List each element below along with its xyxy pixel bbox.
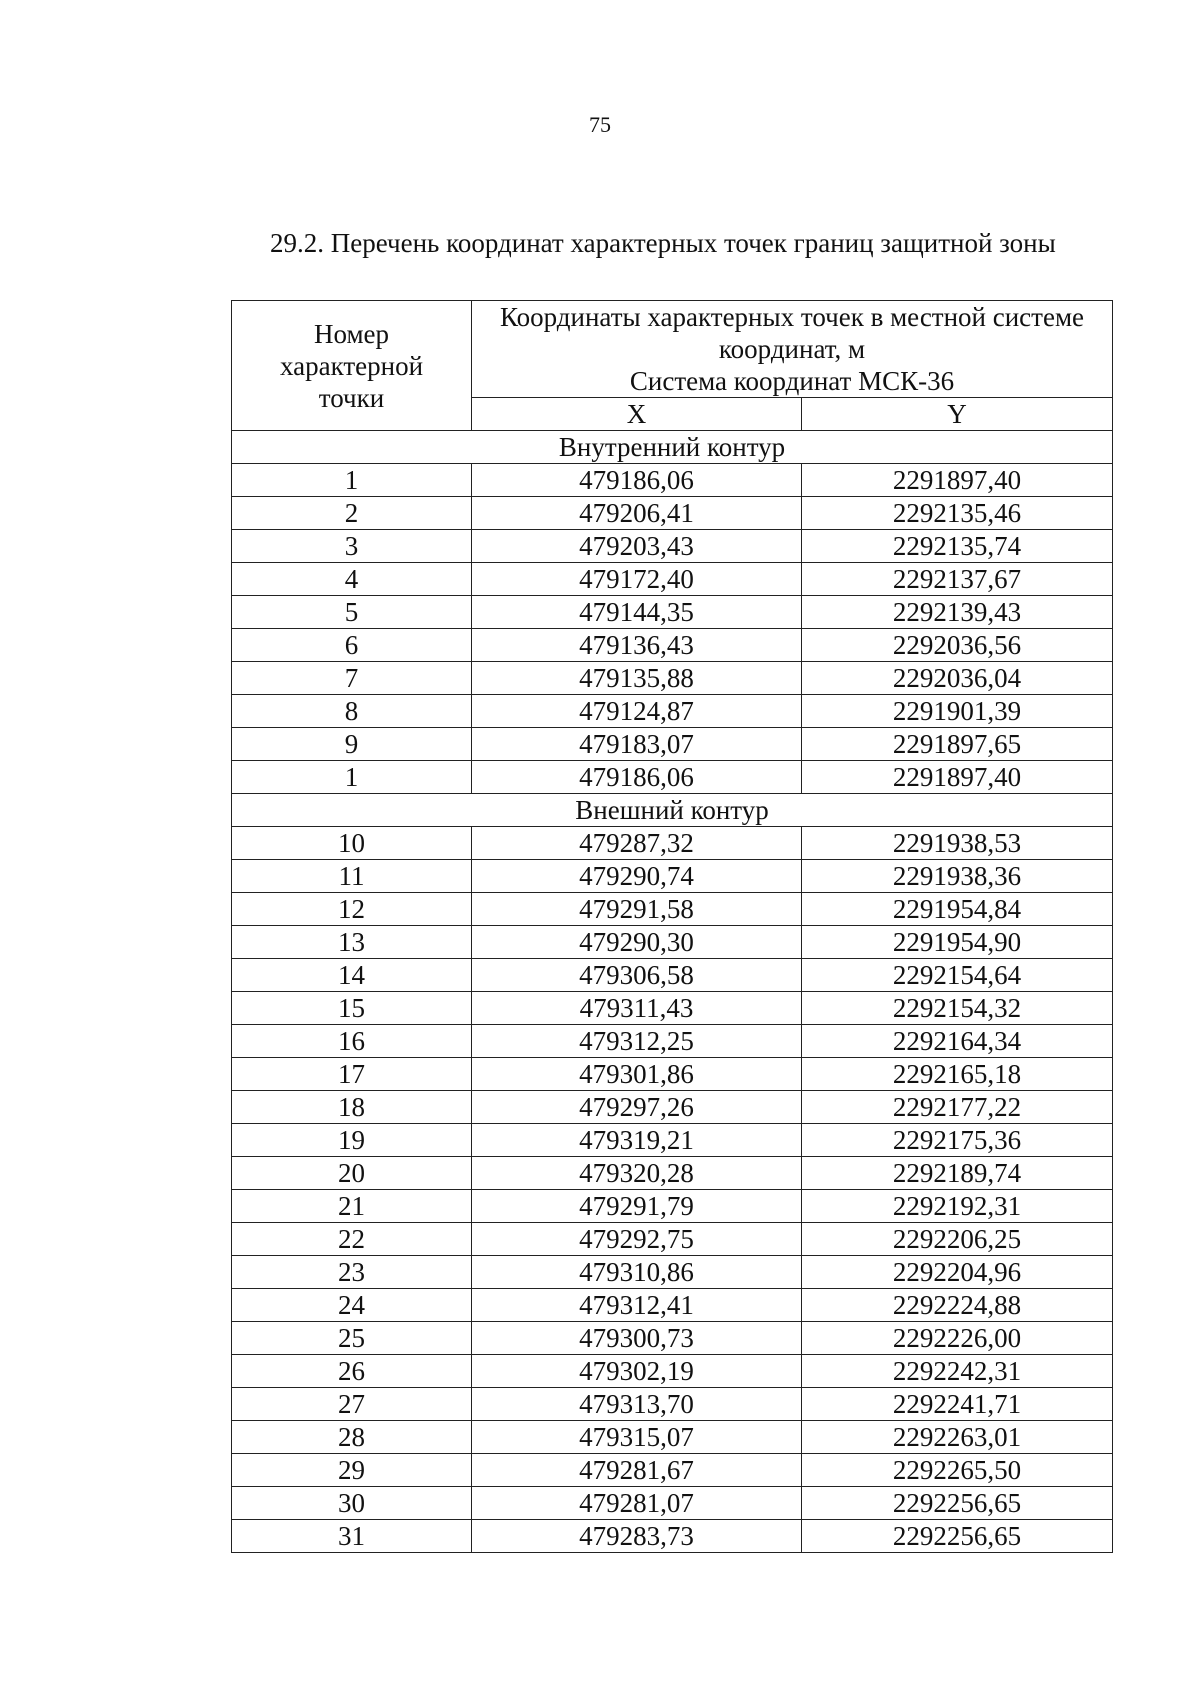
x-coordinate-cell: 479312,25 xyxy=(472,1025,802,1058)
table-row xyxy=(232,1124,1113,1157)
table-row xyxy=(232,497,1113,530)
x-coordinate-cell: 479290,74 xyxy=(472,860,802,893)
x-coordinate-cell: 479311,43 xyxy=(472,992,802,1025)
coordinates-header xyxy=(472,301,1113,398)
point-number-cell: 28 xyxy=(232,1421,472,1454)
point-number-cell: 2 xyxy=(232,497,472,530)
point-number-cell: 1 xyxy=(232,464,472,497)
point-number-cell: 9 xyxy=(232,728,472,761)
y-coordinate-cell: 2292175,36 xyxy=(802,1124,1113,1157)
point-number-cell: 27 xyxy=(232,1388,472,1421)
table-row xyxy=(232,596,1113,629)
x-coordinate-cell: 479300,73 xyxy=(472,1322,802,1355)
point-number-cell: 30 xyxy=(232,1487,472,1520)
table-row xyxy=(232,959,1113,992)
y-coordinate-cell: 2292265,50 xyxy=(802,1454,1113,1487)
point-number-cell: 7 xyxy=(232,662,472,695)
document-title: 29.2. Перечень координат характерных точек границ защитной зоны xyxy=(270,228,1056,258)
y-coordinate-cell: 2292139,43 xyxy=(802,596,1113,629)
table-row xyxy=(232,860,1113,893)
x-coordinate-cell: 479291,79 xyxy=(472,1190,802,1223)
y-coordinate-cell: 2292177,22 xyxy=(802,1091,1113,1124)
x-coordinate-cell: 479283,73 xyxy=(472,1520,802,1553)
x-coordinate-cell: 479315,07 xyxy=(472,1421,802,1454)
point-number-cell: 31 xyxy=(232,1520,472,1553)
table-row xyxy=(232,563,1113,596)
y-coordinate-cell: 2291954,84 xyxy=(802,893,1113,926)
y-coordinate-cell: 2292206,25 xyxy=(802,1223,1113,1256)
table-row xyxy=(232,695,1113,728)
x-coordinate-cell: 479135,88 xyxy=(472,662,802,695)
table-row xyxy=(232,1322,1113,1355)
x-coordinate-cell: 479301,86 xyxy=(472,1058,802,1091)
x-coordinate-cell: 479186,06 xyxy=(472,464,802,497)
coordinates-table xyxy=(231,300,1113,1553)
y-coordinate-cell: 2292135,46 xyxy=(802,497,1113,530)
y-coordinate-cell: 2292241,71 xyxy=(802,1388,1113,1421)
x-coordinate-cell: 479302,19 xyxy=(472,1355,802,1388)
y-coordinate-cell: 2292242,31 xyxy=(802,1355,1113,1388)
x-coordinate-cell: 479203,43 xyxy=(472,530,802,563)
y-coordinate-cell: 2292154,64 xyxy=(802,959,1113,992)
table-row xyxy=(232,530,1113,563)
y-coordinate-cell: 2291901,39 xyxy=(802,695,1113,728)
point-number-cell: 16 xyxy=(232,1025,472,1058)
table-header xyxy=(232,301,1113,431)
x-coordinate-cell: 479287,32 xyxy=(472,827,802,860)
y-coordinate-cell: 2291938,36 xyxy=(802,860,1113,893)
y-coordinate-cell: 2291897,65 xyxy=(802,728,1113,761)
y-coordinate-cell: 2292204,96 xyxy=(802,1256,1113,1289)
point-number-header-line: Номер xyxy=(313,318,390,349)
y-coordinate-cell: 2291954,90 xyxy=(802,926,1113,959)
x-coordinate-cell: 479172,40 xyxy=(472,563,802,596)
table-row xyxy=(232,992,1113,1025)
coordinates-header-line: Система координат МСК-36 xyxy=(629,366,955,396)
x-coordinate-cell: 479306,58 xyxy=(472,959,802,992)
x-coordinate-cell: 479292,75 xyxy=(472,1223,802,1256)
x-column-header: X xyxy=(472,398,802,431)
point-number-cell: 13 xyxy=(232,926,472,959)
point-number-header xyxy=(232,301,472,431)
table-body xyxy=(232,431,1113,1553)
y-column-header: Y xyxy=(802,398,1113,431)
point-number-cell: 5 xyxy=(232,596,472,629)
table-row xyxy=(232,728,1113,761)
table-row xyxy=(232,893,1113,926)
table-row xyxy=(232,1058,1113,1091)
y-coordinate-cell: 2292192,31 xyxy=(802,1190,1113,1223)
section-title: Внешний контур xyxy=(232,794,1113,827)
coordinates-header-line: Координаты характерных точек в местной системе xyxy=(499,302,1085,332)
table-row xyxy=(232,1289,1113,1322)
point-number-cell: 10 xyxy=(232,827,472,860)
table-row xyxy=(232,1025,1113,1058)
table-row xyxy=(232,662,1113,695)
point-number-cell: 8 xyxy=(232,695,472,728)
point-number-cell: 3 xyxy=(232,530,472,563)
point-number-cell: 1 xyxy=(232,761,472,794)
x-coordinate-cell: 479186,06 xyxy=(472,761,802,794)
table-row xyxy=(232,1091,1113,1124)
table-row xyxy=(232,1190,1113,1223)
y-coordinate-cell: 2292154,32 xyxy=(802,992,1113,1025)
page-number: 75 xyxy=(589,112,611,137)
point-number-cell: 12 xyxy=(232,893,472,926)
x-coordinate-cell: 479319,21 xyxy=(472,1124,802,1157)
point-number-cell: 15 xyxy=(232,992,472,1025)
point-number-cell: 4 xyxy=(232,563,472,596)
y-coordinate-cell: 2291897,40 xyxy=(802,464,1113,497)
point-number-cell: 19 xyxy=(232,1124,472,1157)
table-row xyxy=(232,629,1113,662)
y-coordinate-cell: 2292164,34 xyxy=(802,1025,1113,1058)
point-number-cell: 26 xyxy=(232,1355,472,1388)
point-number-header-line: точки xyxy=(318,382,385,413)
y-coordinate-cell: 2292256,65 xyxy=(802,1487,1113,1520)
x-coordinate-cell: 479291,58 xyxy=(472,893,802,926)
section-title: Внутренний контур xyxy=(232,431,1113,464)
y-coordinate-cell: 2291938,53 xyxy=(802,827,1113,860)
y-coordinate-cell: 2292137,67 xyxy=(802,563,1113,596)
table-row xyxy=(232,926,1113,959)
point-number-cell: 18 xyxy=(232,1091,472,1124)
y-coordinate-cell: 2292036,04 xyxy=(802,662,1113,695)
point-number-cell: 22 xyxy=(232,1223,472,1256)
point-number-cell: 11 xyxy=(232,860,472,893)
table-row xyxy=(232,1454,1113,1487)
table-row xyxy=(232,1487,1113,1520)
table-row xyxy=(232,1223,1113,1256)
point-number-cell: 17 xyxy=(232,1058,472,1091)
x-coordinate-cell: 479290,30 xyxy=(472,926,802,959)
x-coordinate-cell: 479183,07 xyxy=(472,728,802,761)
point-number-cell: 25 xyxy=(232,1322,472,1355)
coordinates-header-line: координат, м xyxy=(718,334,866,364)
y-coordinate-cell: 2292135,74 xyxy=(802,530,1113,563)
y-coordinate-cell: 2292036,56 xyxy=(802,629,1113,662)
section-row xyxy=(232,794,1113,827)
table-row xyxy=(232,827,1113,860)
y-coordinate-cell: 2292189,74 xyxy=(802,1157,1113,1190)
table-row xyxy=(232,1421,1113,1454)
point-number-cell: 14 xyxy=(232,959,472,992)
x-coordinate-cell: 479136,43 xyxy=(472,629,802,662)
x-coordinate-cell: 479281,07 xyxy=(472,1487,802,1520)
point-number-cell: 21 xyxy=(232,1190,472,1223)
point-number-cell: 29 xyxy=(232,1454,472,1487)
table-row xyxy=(232,1256,1113,1289)
x-coordinate-cell: 479320,28 xyxy=(472,1157,802,1190)
point-number-cell: 24 xyxy=(232,1289,472,1322)
x-coordinate-cell: 479312,41 xyxy=(472,1289,802,1322)
point-number-cell: 20 xyxy=(232,1157,472,1190)
x-coordinate-cell: 479144,35 xyxy=(472,596,802,629)
y-coordinate-cell: 2292224,88 xyxy=(802,1289,1113,1322)
section-row xyxy=(232,431,1113,464)
table-row xyxy=(232,464,1113,497)
table-row xyxy=(232,1388,1113,1421)
y-coordinate-cell: 2291897,40 xyxy=(802,761,1113,794)
point-number-cell: 23 xyxy=(232,1256,472,1289)
table-row xyxy=(232,1355,1113,1388)
table-row xyxy=(232,1157,1113,1190)
x-coordinate-cell: 479310,86 xyxy=(472,1256,802,1289)
x-coordinate-cell: 479297,26 xyxy=(472,1091,802,1124)
table-row xyxy=(232,761,1113,794)
point-number-cell: 6 xyxy=(232,629,472,662)
y-coordinate-cell: 2292263,01 xyxy=(802,1421,1113,1454)
y-coordinate-cell: 2292165,18 xyxy=(802,1058,1113,1091)
x-coordinate-cell: 479206,41 xyxy=(472,497,802,530)
x-coordinate-cell: 479313,70 xyxy=(472,1388,802,1421)
point-number-header-line: характерной xyxy=(279,350,424,381)
y-coordinate-cell: 2292256,65 xyxy=(802,1520,1113,1553)
table-row xyxy=(232,1520,1113,1553)
x-coordinate-cell: 479281,67 xyxy=(472,1454,802,1487)
x-coordinate-cell: 479124,87 xyxy=(472,695,802,728)
y-coordinate-cell: 2292226,00 xyxy=(802,1322,1113,1355)
